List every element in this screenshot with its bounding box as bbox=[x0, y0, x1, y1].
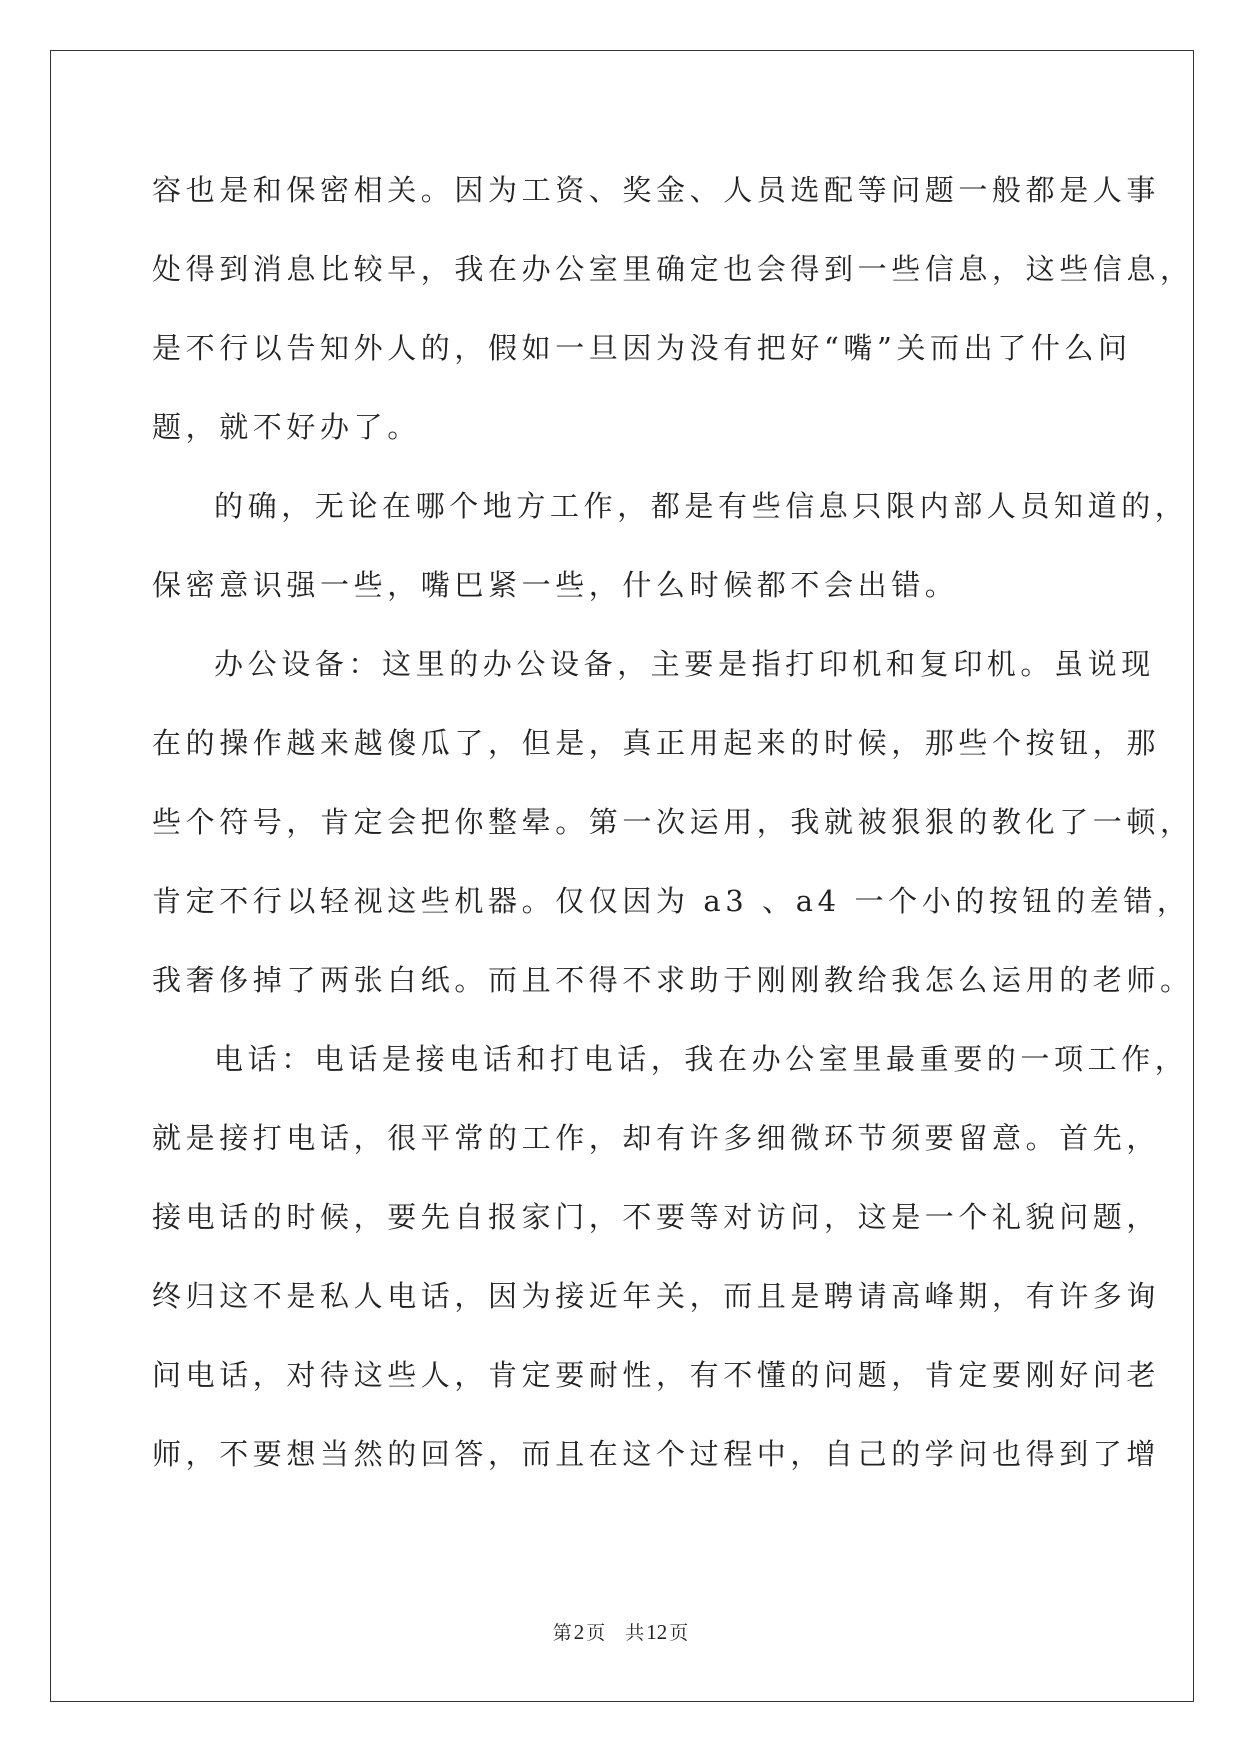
text-line: 保密意识强一些，嘴巴紧一些，什么时候都不会出错。 bbox=[152, 568, 959, 602]
text-line: 容也是和保密相关。因为工资、奖金、人员选配等问题一般都是人事 bbox=[152, 173, 1161, 207]
text-line: 在的操作越来越傻瓜了，但是，真正用起来的时候，那些个按钮，那 bbox=[152, 726, 1161, 760]
page-suffix: 页 bbox=[586, 1622, 606, 1644]
text-line: 些个符号，肯定会把你整晕。第一次运用，我就被狠狠的教化了一顿， bbox=[152, 805, 1194, 839]
paragraph-start-line: 电话：电话是接电话和打电话，我在办公室里最重要的一项工作， bbox=[214, 1042, 1189, 1076]
text-line: 就是接打电话，很平常的工作，却有许多细微环节须要留意。首先， bbox=[152, 1121, 1161, 1155]
text-line: 终归这不是私人电话，因为接近年关，而且是聘请高峰期，有许多询 bbox=[152, 1279, 1161, 1313]
text-line: 我奢侈掉了两张白纸。而且不得不求助于刚刚教给我怎么运用的老师。 bbox=[152, 963, 1194, 997]
total-prefix: 共 bbox=[625, 1622, 645, 1644]
text-line: 肯定不行以轻视这些机器。仅仅因为 a3 、a4 一个小的按钮的差错， bbox=[152, 884, 1191, 918]
body-text bbox=[152, 162, 1194, 1505]
text-line: 是不行以告知外人的，假如一旦因为没有把好“嘴”关而出了什么问 bbox=[152, 331, 1132, 365]
text-line: 问电话，对待这些人，肯定要耐性，有不懂的问题，肯定要刚好问老 bbox=[152, 1358, 1161, 1392]
total-pages: 12 bbox=[646, 1620, 668, 1644]
page-prefix: 第 bbox=[552, 1622, 572, 1644]
page-number: 2 bbox=[573, 1620, 585, 1644]
paragraph-start-line: 的确，无论在哪个地方工作，都是有些信息只限内部人员知道的， bbox=[214, 489, 1189, 523]
text-line: 题，就不好办了。 bbox=[152, 410, 421, 444]
total-suffix: 页 bbox=[669, 1622, 689, 1644]
text-line: 师，不要想当然的回答，而且在这个过程中，自己的学问也得到了增 bbox=[152, 1437, 1161, 1471]
paragraph-start-line: 办公设备：这里的办公设备，主要是指打印机和复印机。虽说现 bbox=[214, 647, 1155, 681]
text-line: 接电话的时候，要先自报家门，不要等对访问，这是一个礼貌问题， bbox=[152, 1200, 1161, 1234]
text-line: 处得到消息比较早，我在办公室里确定也会得到一些信息，这些信息， bbox=[152, 252, 1194, 286]
page-footer bbox=[0, 1618, 1241, 1645]
